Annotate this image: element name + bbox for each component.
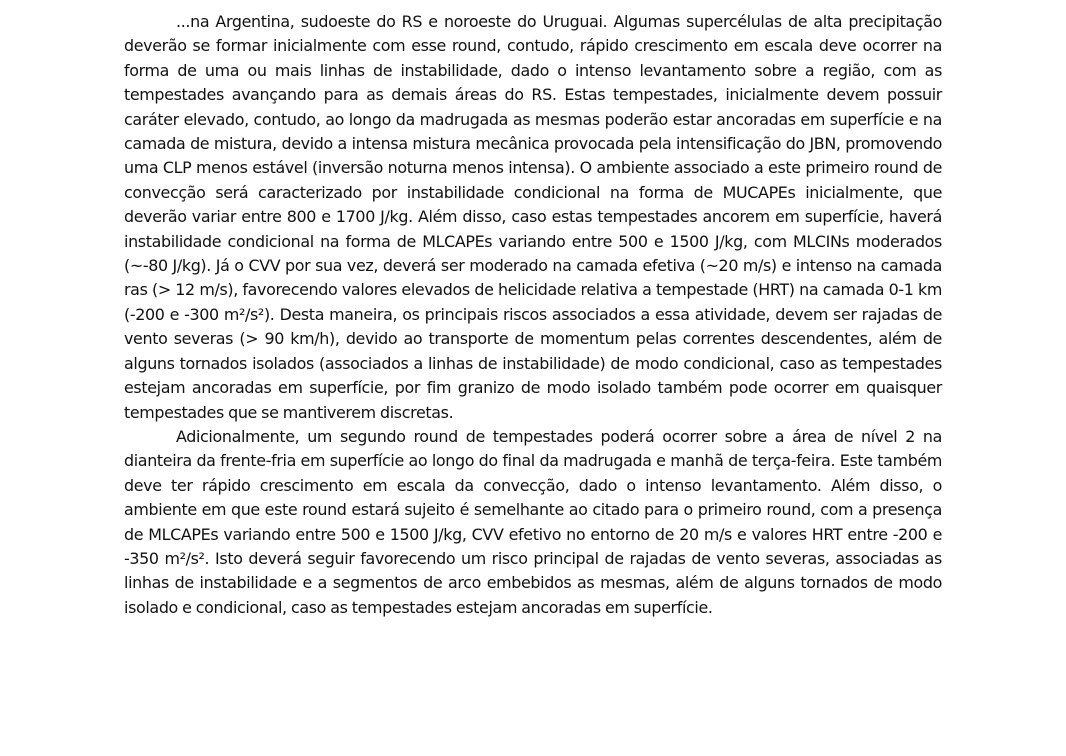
paragraph-first-round: ...na Argentina, sudoeste do RS e noroeste do Uruguai. Algumas supercélulas de alta precipitação deverão se formar inicialmente com esse round, contudo, rápido crescimento em escala deve ocorrer na forma de uma ou mais linhas de instabilidade, dado o intenso levantamento sobre a região, com as tempestades avançando para as demais áreas do RS. Estas tempestades, inicialmente devem possuir caráter elevado, contudo, ao longo da madrugada as mesmas poderão estar ancoradas em superfície e na camada de mistura, devido a intensa mistura mecânica provocada pela intensificação do JBN, promovendo uma CLP menos estável (inversão noturna menos intensa). O ambiente associado a este primeiro round de convecção será caracterizado por instabilidade condicional na forma de MUCAPEs inicialmente, que deverão variar entre 800 e 1700 J/kg. Além disso, caso estas tempestades ancorem em superfície, haverá instabilidade condicional na forma de MLCAPEs variando entre 500 e 1500 J/kg, com MLCINs moderados (~-80 J/kg). Já o CVV por sua vez, deverá ser moderado na camada efetiva (~20 m/s) e intenso na camada ras (> 12 m/s), favorecendo valores elevados de helicidade relativa a tempestade (HRT) na camada 0-1 km (-200 e -300 m²/s²). Desta maneira, os principais riscos associados a essa atividade, devem ser rajadas de vento severas (> 90 km/h), devido ao transporte de momentum pelas correntes descendentes, além de alguns tornados isolados (associados a linhas de instabilidade) de modo condicional, caso as tempestades estejam ancoradas em superfície, por fim granizo de modo isolado também pode ocorrer em quaisquer tempestades que se mantiverem discretas.	[124, 12, 942, 422]
paragraph-second-round: Adicionalmente, um segundo round de tempestades poderá ocorrer sobre a área de nível 2 na dianteira da frente-fria em superfície ao longo do final da madrugada e manhã de terça-feira. Este também deve ter rápido crescimento em escala da convecção, dado o intenso levantamento. Além disso, o ambiente em que este round estará sujeito é semelhante ao citado para o primeiro round, com a presença de MLCAPEs variando entre 500 e 1500 J/kg, CVV efetivo no entorno de 20 m/s e valores HRT entre -200 e -350 m²/s². Isto deverá seguir favorecendo um risco principal de rajadas de vento severas, associadas as linhas de instabilidade e a segmentos de arco embebidos as mesmas, além de alguns tornados de modo isolado e condicional, caso as tempestades estejam ancoradas em superfície.	[124, 426, 942, 617]
document-page	[124, 10, 942, 620]
